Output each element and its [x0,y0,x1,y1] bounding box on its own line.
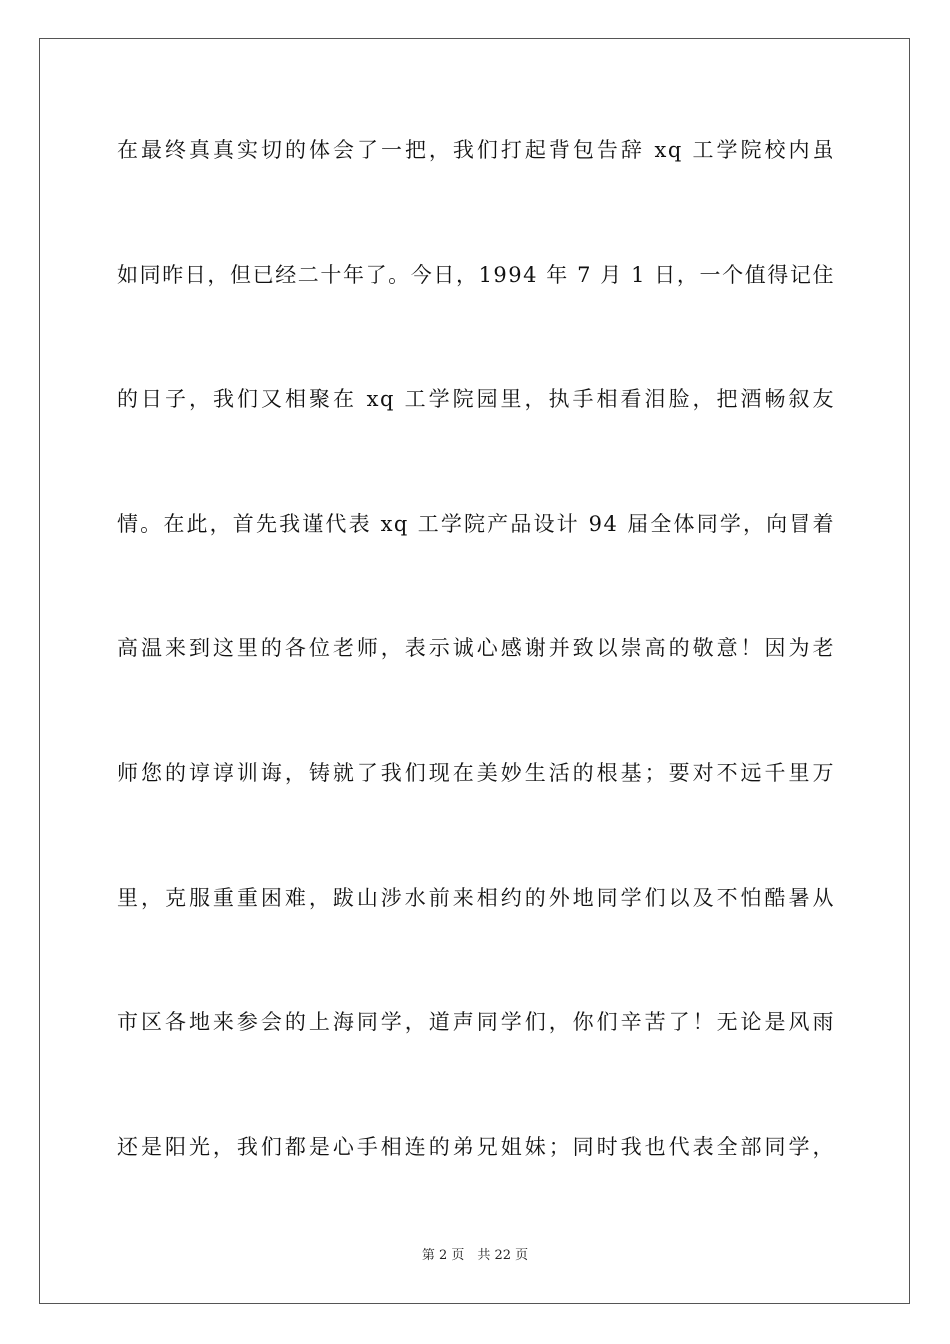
text-line-8: 市区各地来参会的上海同学，道声同学们，你们辛苦了！无论是风雨 [117,1010,835,1035]
text-line-9: 还是阳光，我们都是心手相连的弟兄姐妹；同时我也代表全部同学， [117,1134,835,1159]
text-line-6: 师您的谆谆训诲，铸就了我们现在美妙生活的根基；要对不远千里万 [117,760,835,785]
text-line-3: 的日子，我们又相聚在 xq 工学院园里，执手相看泪脸，把酒畅叙友 [117,387,835,412]
document-body [117,122,835,1243]
text-line-4: 情。在此，首先我谨代表 xq 工学院产品设计 94 届全体同学，向冒着 [117,511,835,536]
text-line-1: 在最终真真实切的体会了一把，我们打起背包告辞 xq 工学院校内虽 [117,138,835,162]
text-line-7: 里，克服重重困难，跋山涉水前来相约的外地同学们以及不怕酷暑从 [117,885,835,910]
text-line-5: 高温来到这里的各位老师，表示诚心感谢并致以崇高的敬意！因为老 [117,636,835,661]
page-number-footer: 第 2 页 共 22 页 [421,1248,529,1263]
text-line-2: 如同昨日，但已经二十年了。今日，1994 年 7 月 1 日，一个值得记住 [117,262,835,287]
